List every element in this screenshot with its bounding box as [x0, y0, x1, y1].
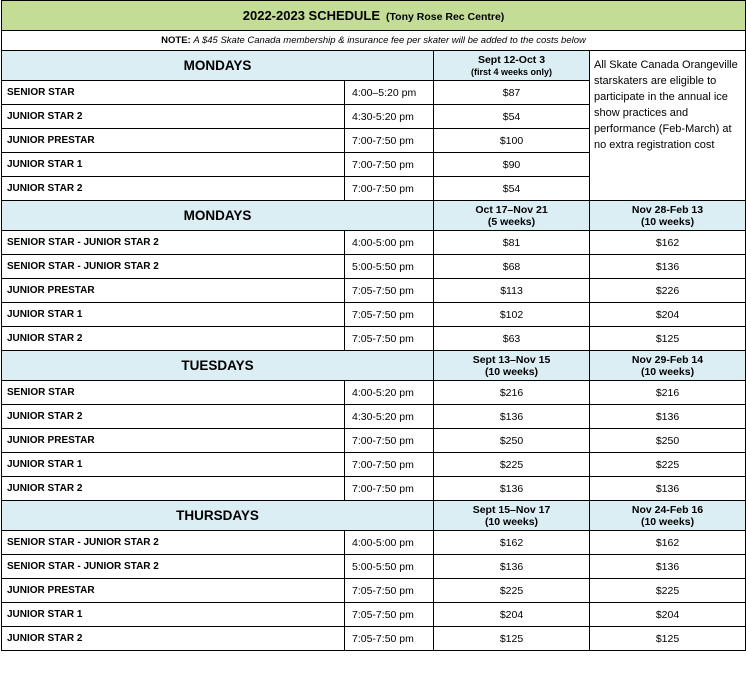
price: $136 [434, 477, 590, 501]
period-heading: Sept 15–Nov 17 (10 weeks) [434, 501, 590, 531]
period-heading: Sept 12-Oct 3 (first 4 weeks only) [434, 51, 590, 81]
session-time: 4:30-5:20 pm [345, 105, 434, 129]
price: $226 [590, 279, 746, 303]
session-time: 5:00-5:50 pm [345, 255, 434, 279]
price: $225 [434, 453, 590, 477]
session-time: 4:30-5:20 pm [345, 405, 434, 429]
price: $54 [434, 177, 590, 201]
price: $81 [434, 231, 590, 255]
price: $54 [434, 105, 590, 129]
program-name: JUNIOR STAR 2 [2, 327, 345, 351]
session-time: 4:00-5:00 pm [345, 531, 434, 555]
price: $136 [434, 405, 590, 429]
price: $225 [590, 453, 746, 477]
price: $87 [434, 81, 590, 105]
section-header [2, 501, 746, 531]
section-header [2, 351, 746, 381]
price: $113 [434, 279, 590, 303]
title-main: 2022-2023 SCHEDULE [242, 8, 381, 23]
session-time: 7:05-7:50 pm [345, 603, 434, 627]
table-row [2, 381, 746, 405]
session-time: 7:05-7:50 pm [345, 279, 434, 303]
title-row [2, 1, 746, 31]
note-row [2, 31, 746, 51]
session-time: 7:00-7:50 pm [345, 453, 434, 477]
price: $162 [434, 531, 590, 555]
table-row [2, 231, 746, 255]
price: $204 [434, 603, 590, 627]
program-name: SENIOR STAR [2, 81, 345, 105]
session-time: 4:00-5:00 pm [345, 231, 434, 255]
day-heading: THURSDAYS [2, 501, 434, 531]
price: $100 [434, 129, 590, 153]
price: $204 [590, 303, 746, 327]
table-row [2, 279, 746, 303]
table-row [2, 255, 746, 279]
day-heading: MONDAYS [2, 51, 434, 81]
price: $225 [590, 579, 746, 603]
period-heading: Nov 24-Feb 16 (10 weeks) [590, 501, 746, 531]
program-name: SENIOR STAR - JUNIOR STAR 2 [2, 531, 345, 555]
session-time: 4:00-5:20 pm [345, 381, 434, 405]
note-label: NOTE: [161, 35, 191, 46]
price: $216 [434, 381, 590, 405]
session-time: 7:05-7:50 pm [345, 579, 434, 603]
program-name: JUNIOR STAR 2 [2, 177, 345, 201]
price: $225 [434, 579, 590, 603]
session-time: 7:00-7:50 pm [345, 129, 434, 153]
program-name: SENIOR STAR - JUNIOR STAR 2 [2, 231, 345, 255]
session-time: 7:00-7:50 pm [345, 477, 434, 501]
program-name: JUNIOR PRESTAR [2, 129, 345, 153]
program-name: JUNIOR PRESTAR [2, 579, 345, 603]
price: $136 [590, 555, 746, 579]
period-heading: Oct 17–Nov 21 (5 weeks) [434, 201, 590, 231]
program-name: JUNIOR STAR 1 [2, 153, 345, 177]
program-name: JUNIOR STAR 1 [2, 603, 345, 627]
price: $90 [434, 153, 590, 177]
session-time: 5:00-5:50 pm [345, 555, 434, 579]
session-time: 7:05-7:50 pm [345, 303, 434, 327]
session-time: 7:00-7:50 pm [345, 153, 434, 177]
program-name: JUNIOR STAR 2 [2, 105, 345, 129]
session-time: 7:05-7:50 pm [345, 327, 434, 351]
schedule-title [2, 1, 746, 31]
program-name: JUNIOR PRESTAR [2, 429, 345, 453]
program-name: SENIOR STAR - JUNIOR STAR 2 [2, 555, 345, 579]
price: $162 [590, 231, 746, 255]
schedule-table [1, 0, 746, 651]
price: $204 [590, 603, 746, 627]
session-time: 7:00-7:50 pm [345, 429, 434, 453]
program-name: SENIOR STAR - JUNIOR STAR 2 [2, 255, 345, 279]
table-row [2, 627, 746, 651]
program-name: JUNIOR STAR 2 [2, 627, 345, 651]
table-row [2, 405, 746, 429]
session-time: 7:05-7:50 pm [345, 627, 434, 651]
program-name: JUNIOR STAR 1 [2, 453, 345, 477]
program-name: JUNIOR PRESTAR [2, 279, 345, 303]
title-location: (Tony Rose Rec Centre) [386, 11, 505, 23]
table-row [2, 477, 746, 501]
table-row [2, 531, 746, 555]
price: $102 [434, 303, 590, 327]
session-time: 7:00-7:50 pm [345, 177, 434, 201]
price: $125 [590, 627, 746, 651]
table-row [2, 603, 746, 627]
day-heading: MONDAYS [2, 201, 434, 231]
price: $136 [590, 255, 746, 279]
price: $136 [590, 477, 746, 501]
section-header [2, 201, 746, 231]
table-row [2, 303, 746, 327]
program-name: SENIOR STAR [2, 381, 345, 405]
table-row [2, 327, 746, 351]
session-time: 4:00–5:20 pm [345, 81, 434, 105]
table-row [2, 579, 746, 603]
table-row [2, 429, 746, 453]
note-text: A $45 Skate Canada membership & insurance fee per skater will be added to the costs below [193, 35, 586, 46]
table-row [2, 555, 746, 579]
price: $63 [434, 327, 590, 351]
period-heading: Sept 13–Nov 15 (10 weeks) [434, 351, 590, 381]
program-name: JUNIOR STAR 2 [2, 405, 345, 429]
price: $125 [590, 327, 746, 351]
ice-show-note: All Skate Canada Orangeville starskaters are eligible to participate in the annual ice show practices and performance (Feb-March) at no extra registration cost [590, 51, 746, 201]
price: $136 [590, 405, 746, 429]
section-header [2, 51, 746, 81]
price: $136 [434, 555, 590, 579]
price: $250 [590, 429, 746, 453]
table-row [2, 453, 746, 477]
price: $216 [590, 381, 746, 405]
price: $162 [590, 531, 746, 555]
day-heading: TUESDAYS [2, 351, 434, 381]
price: $125 [434, 627, 590, 651]
period-heading: Nov 28-Feb 13 (10 weeks) [590, 201, 746, 231]
program-name: JUNIOR STAR 1 [2, 303, 345, 327]
price: $250 [434, 429, 590, 453]
program-name: JUNIOR STAR 2 [2, 477, 345, 501]
price: $68 [434, 255, 590, 279]
period-heading: Nov 29-Feb 14 (10 weeks) [590, 351, 746, 381]
fee-note [2, 31, 746, 51]
